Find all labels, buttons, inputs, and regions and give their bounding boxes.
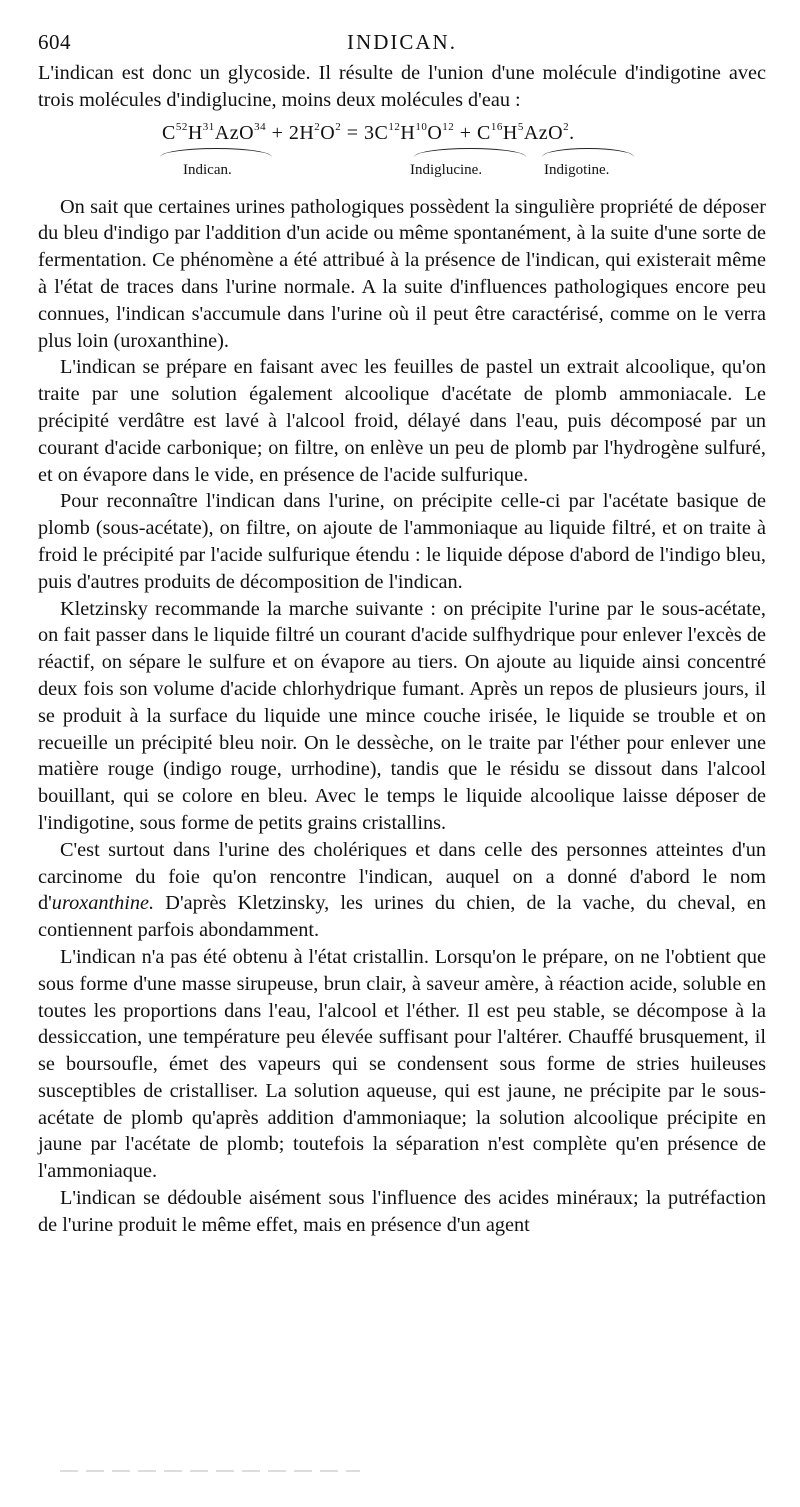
paragraph-urines: On sait que certaines urines pathologiques possèdent la singulière propriété de déposer du bleu d'indigo par l'addition d'un acide ou même spontanément, à la suite d'une sorte de fermentation. Ce phénomène a été attribué à la présence de l'indican, qui existerait même à l'état de traces dans l'urine normale. A la suite d'influences pathologiques encore peu connues, l'indican s'accumule dans l'urine où il peut être caractérisé, comme on le verra plus loin (uroxanthine).	[38, 195, 766, 352]
paragraph-kletzinsky: Kletzinsky recommande la marche suivante : on précipite l'urine par le sous-acétate, on fait passer dans le liquide filtré un courant d'acide sulfhydrique pour enlever l'excès de réactif, on sépare le sulfure et on évapore au tiers. On ajoute au liquide ainsi concentré deux fois son volume d'acide chlorhydrique fumant. Après un repos de plusieurs jours, il se produit à la surface du liquide une mince couche irisée, le liquide se trouble et on recueille un précipité bleu noir. On le dessèche, on le traite par l'éther pour enlever une matière rouge (indigo rouge, urrhodine), tandis que le résidu se dissout dans l'alcool bouillant, qui se colore en bleu. Avec le temps le liquide alcoolique laisse déposer de l'indigotine, sous forme de petits grains cristallins.	[38, 597, 766, 834]
paragraph-preparation: L'indican se prépare en faisant avec les feuilles de pastel un extrait alcoolique, qu'on traite par une solution également alcoolique d'acétate de plomb ammoniacale. Le précipité verdâtre est lavé à l'alcool froid, délayé dans l'eau, puis décomposé par un courant d'acide carbonique; on filtre, on enlève un peu de plomb par l'hydrogène sulfuré, et on évapore dans le vide, en présence de l'acide sulfurique.	[38, 356, 766, 486]
paragraph-properties: L'indican n'a pas été obtenu à l'état cristallin. Lorsqu'on le prépare, on ne l'obtient que sous forme d'une masse sirupeuse, brun clair, à saveur amère, à réaction acide, soluble en toutes les proportions dans l'eau, l'alcool et l'éther. Il est peu stable, se décompose à la dessiccation, une température peu élevée suffisant pour l'altérer. Chauffé brusquement, il se boursoufle, émet des vapeurs qui se condensent sous forme de stries huileuses susceptibles de cristalliser. La solution aqueuse, qui est jaune, ne précipite par le sous-acétate de plomb qu'après addition d'ammoniaque; la solution alcoolique précipite en jaune par l'acétate de plomb; toutefois la séparation n'est complète qu'en présence de l'ammoniaque.	[38, 945, 766, 1183]
brace-indican	[160, 148, 272, 157]
brace-indigotine	[542, 148, 634, 157]
equation-line: $C^{52}H^{31}AzO^{34} + 2H^2O^2 = 3C^{12}H^{10}O^{12} + C^{16}H^5AzO^2$.	[162, 120, 575, 144]
paragraph-recognition: Pour reconnaître l'indican dans l'urine, on précipite celle-ci par l'acétate basique de plomb (sous-acétate), on filtre, on ajoute de l'ammoniaque au liquide filtré, et on traite à froid le précipité par l'acide sulfurique étendu : le liquide dépose d'abord de l'indigo bleu, puis d'autres produits de décomposition de l'indican.	[38, 490, 766, 593]
label-indican: Indican.	[183, 161, 232, 178]
chemical-equation	[38, 114, 766, 194]
faint-bleed-through	[60, 1470, 360, 1472]
page-header	[38, 30, 766, 60]
page-number: 604	[38, 30, 71, 54]
paragraph-cholera: C'est surtout dans l'urine des cholériques et dans celle des personnes atteintes d'un carcinome du foie qu'on rencontre l'indican, auquel on a donné d'abord le nom d'uroxanthine. D'après Kletzinsky, les urines du chien, de la vache, du cheval, en contiennent parfois abondamment.	[38, 838, 766, 942]
paragraph-decomposition: L'indican se dédouble aisément sous l'influence des acides minéraux; la putréfaction de l'urine produit le même effet, mais en présence d'un agent	[38, 1187, 766, 1236]
label-indigotine: Indigotine.	[544, 161, 610, 178]
brace-indiglucine	[414, 148, 526, 157]
running-title: INDICAN.	[347, 30, 457, 54]
paragraph-intro: L'indican est donc un glycoside. Il résulte de l'union d'une molécule d'indigotine avec trois molécules d'indiglucine, moins deux molécules d'eau :	[38, 62, 766, 111]
label-indiglucine: Indiglucine.	[410, 161, 483, 178]
page	[38, 30, 766, 1239]
